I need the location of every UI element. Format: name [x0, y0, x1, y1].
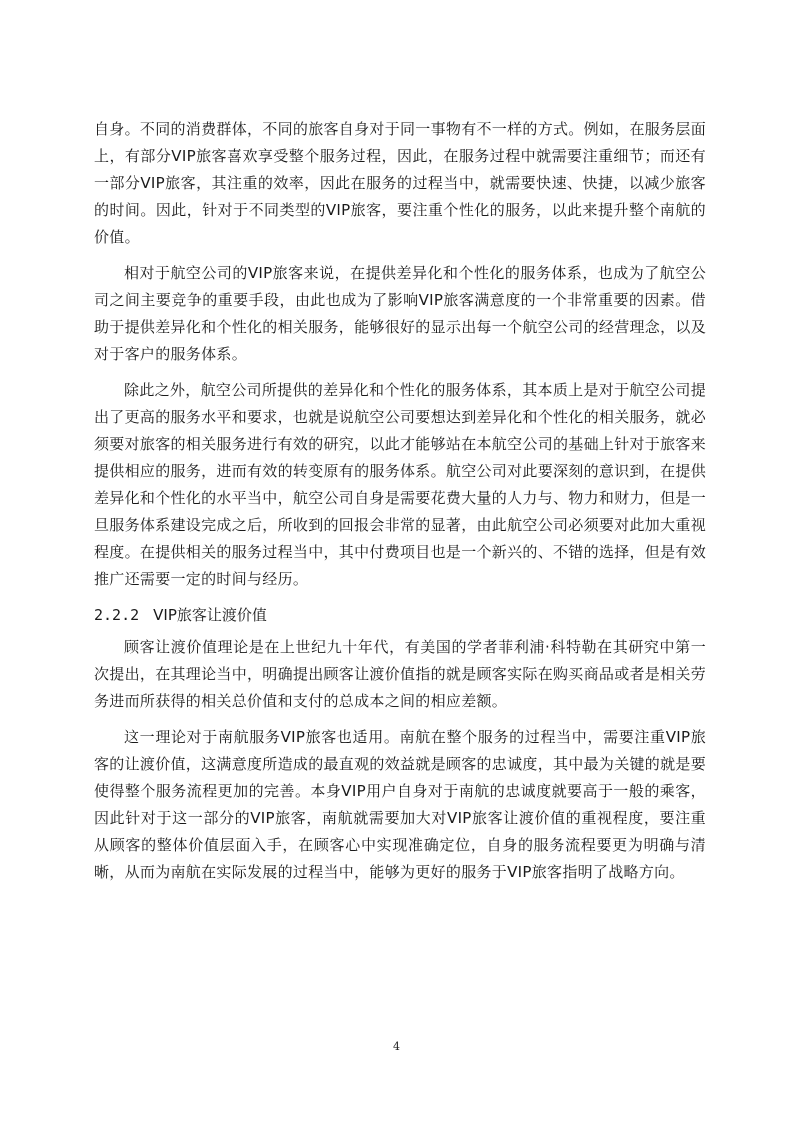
page-body: [94, 116, 706, 895]
page-number: 4: [393, 1040, 400, 1053]
paragraph: 相对于航空公司的VIP旅客来说，在提供差异化和个性化的服务体系，也成为了航空公司之间主要竞争的重要手段，由此也成为了影响VIP旅客满意度的一个非常重要的因素。借助于提供差异化和个性化的相关服务，能够很好的显示出每一个航空公司的经营理念，以及对于客户的服务体系。: [94, 264, 707, 363]
section-title: VIP旅客让渡价值: [153, 606, 267, 624]
paragraph: 除此之外，航空公司所提供的差异化和个性化的服务体系，其本质上是对于航空公司提出了更高的服务水平和要求，也就是说航空公司要想达到差异化和个性化的相关服务，就必须要对旅客的相关服务进行有效的研究，以此才能够站在本航空公司的基础上针对于旅客来提供相应的服务，进而有效的转变原有的服务体系。航空公司对此要深刻的意识到，在提供差异化和个性化的水平当中，航空公司自身是需要花费大量的人力与、物力和财力，但是一旦服务体系建设完成之后，所收到的回报会非常的显著，由此航空公司必须要对此加大重视程度。在提供相关的服务过程当中，其中付费项目也是一个新兴的、不错的选择，但是有效推广还需要一定的时间与经历。: [94, 381, 707, 588]
paragraph: 这一理论对于南航服务VIP旅客也适用。南航在整个服务的过程当中，需要注重VIP旅客的让渡价值，这满意度所造成的最直观的效益就是顾客的忠诚度，其中最为关键的就是要使得整个服务流程更加的完善。本身VIP用户自身对于南航的忠诚度就要高于一般的乘客，因此针对于这一部分的VIP旅客，南航就需要加大对VIP旅客让渡价值的重视程度，要注重从顾客的整体价值层面入手，在顾客心中实现准确定位，自身的服务流程要更为明确与清晰，从而为南航在实际发展的过程当中，能够为更好的服务于VIP旅客指明了战略方向。: [94, 728, 707, 881]
section-number: 2.2.2: [94, 606, 140, 624]
paragraph: 顾客让渡价值理论是在上世纪九十年代，有美国的学者菲利浦·科特勒在其研究中第一次提出，在其理论当中，明确提出顾客让渡价值指的就是顾客实际在购买商品或者是相关劳务进而所获得的相关总价值和支付的总成本之间的相应差额。: [94, 638, 707, 710]
paragraph-continued: 自身。不同的消费群体，不同的旅客自身对于同一事物有不一样的方式。例如，在服务层面上，有部分VIP旅客喜欢享受整个服务过程，因此，在服务过程中就需要注重细节；而还有一部分VIP旅客，其注重的效率，因此在服务的过程当中，就需要快速、快捷，以减少旅客的时间。因此，针对于不同类型的VIP旅客，要注重个性化的服务，以此来提升整个南航的价值。: [94, 120, 707, 246]
section-heading: [94, 602, 706, 629]
